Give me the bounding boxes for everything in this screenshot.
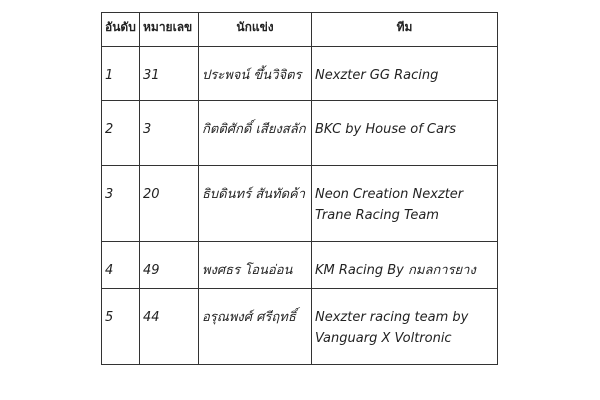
table-body (102, 47, 498, 365)
cell-rank: 4 (102, 242, 140, 289)
cell-team: Neon Creation Nexzter Trane Racing Team (312, 166, 498, 242)
results-table (101, 12, 498, 365)
table-row (102, 166, 498, 242)
cell-driver: อรุณพงศ์ ศรีฤทธิ์ (199, 289, 312, 365)
cell-number: 31 (140, 47, 199, 101)
cell-number: 20 (140, 166, 199, 242)
cell-rank: 5 (102, 289, 140, 365)
table-header (102, 13, 498, 47)
cell-driver: ประพจน์ ขึ้นวิจิตร (199, 47, 312, 101)
table-row (102, 47, 498, 101)
table-row (102, 101, 498, 166)
table-row (102, 242, 498, 289)
cell-driver: กิตติศักดิ์ เสียงสลัก (199, 101, 312, 166)
cell-rank: 1 (102, 47, 140, 101)
cell-number: 44 (140, 289, 199, 365)
cell-driver: พงศธร โอนอ่อน (199, 242, 312, 289)
cell-team: Nexzter GG Racing (312, 47, 498, 101)
cell-team: BKC by House of Cars (312, 101, 498, 166)
header-driver: นักแข่ง (199, 13, 312, 47)
header-row (102, 13, 498, 47)
cell-driver: ธิบดินทร์ สันทัดค้า (199, 166, 312, 242)
header-team: ทีม (312, 13, 498, 47)
cell-number: 49 (140, 242, 199, 289)
table-row (102, 289, 498, 365)
header-number: หมายเลข (140, 13, 199, 47)
cell-rank: 2 (102, 101, 140, 166)
cell-team: KM Racing By กมลการยาง (312, 242, 498, 289)
header-rank: อันดับ (102, 13, 140, 47)
cell-number: 3 (140, 101, 199, 166)
cell-rank: 3 (102, 166, 140, 242)
cell-team: Nexzter racing team by Vanguarg X Voltronic (312, 289, 498, 365)
